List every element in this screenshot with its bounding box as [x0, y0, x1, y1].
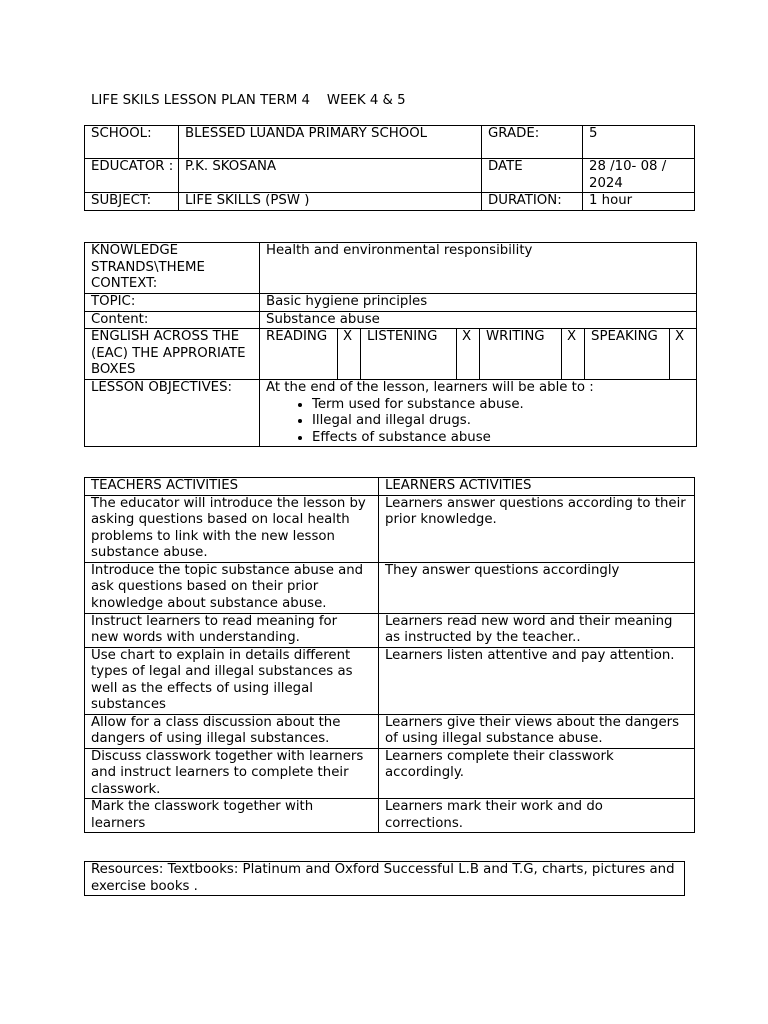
- objective-item: • Illegal and illegal drugs.: [312, 413, 696, 430]
- objectives-label: LESSON OBJECTIVES:: [85, 380, 260, 447]
- objectives-intro: At the end of the lesson, learners will be able to :: [266, 380, 594, 395]
- objective-item: • Effects of substance abuse: [312, 430, 696, 447]
- teacher-activity: Allow for a class discussion about the dangers of using illegal substances.: [85, 714, 379, 748]
- objectives-cell: [260, 380, 697, 447]
- topic-value: Basic hygiene principles: [260, 294, 697, 312]
- educator-value: P.K. SKOSANA: [179, 159, 482, 193]
- educator-label: EDUCATOR :: [85, 159, 179, 193]
- strand-label: KNOWLEDGE STRANDS\THEME CONTEXT:: [85, 243, 260, 294]
- learner-activity: Learners mark their work and do corrections.: [379, 799, 695, 833]
- date-label: DATE: [482, 159, 583, 193]
- resources-table: [84, 861, 685, 896]
- speaking-mark: X: [670, 329, 697, 380]
- learner-activity: Learners read new word and their meaning as instructed by the teacher..: [379, 613, 695, 647]
- table-row: [85, 748, 695, 799]
- date-value: 28 /10- 08 / 2024: [583, 159, 695, 193]
- writing-label: WRITING: [480, 329, 562, 380]
- reading-label: READING: [260, 329, 338, 380]
- duration-label: DURATION:: [482, 193, 583, 211]
- learner-activity: Learners give their views about the dangers of using illegal substance abuse.: [379, 714, 695, 748]
- duration-value: 1 hour: [583, 193, 695, 211]
- school-info-table: [84, 125, 695, 211]
- topic-label: TOPIC:: [85, 294, 260, 312]
- learners-activities-header: LEARNERS ACTIVITIES: [379, 478, 695, 496]
- resources-text: Resources: Textbooks: Platinum and Oxford Successful L.B and T.G, charts, pictures and exercise books .: [85, 862, 685, 896]
- listening-label: LISTENING: [361, 329, 457, 380]
- teacher-activity: Use chart to explain in details different types of legal and illegal substances as well as the effects of using illegal substances: [85, 647, 379, 714]
- grade-label: GRADE:: [482, 126, 583, 159]
- knowledge-table: [84, 242, 697, 447]
- teacher-activity: Instruct learners to read meaning for new words with understanding.: [85, 613, 379, 647]
- table-row: [85, 495, 695, 562]
- learner-activity: Learners listen attentive and pay attention.: [379, 647, 695, 714]
- reading-mark: X: [338, 329, 361, 380]
- objectives-list: [266, 397, 696, 447]
- table-row: [85, 562, 695, 613]
- teachers-activities-header: TEACHERS ACTIVITIES: [85, 478, 379, 496]
- writing-mark: X: [562, 329, 585, 380]
- content-value: Substance abuse: [260, 311, 697, 329]
- teacher-activity: Discuss classwork together with learners and instruct learners to complete their classwork.: [85, 748, 379, 799]
- objective-item: • Term used for substance abuse.: [312, 397, 696, 414]
- learner-activity: They answer questions accordingly: [379, 562, 695, 613]
- eac-label: ENGLISH ACROSS THE (EAC) THE APPRORIATE BOXES: [85, 329, 260, 380]
- page-title: LIFE SKILS LESSON PLAN TERM 4 WEEK 4 & 5: [91, 93, 406, 108]
- strand-value: Health and environmental responsibility: [260, 243, 697, 294]
- teacher-activity: Mark the classwork together with learners: [85, 799, 379, 833]
- school-value: BLESSED LUANDA PRIMARY SCHOOL: [179, 126, 482, 159]
- grade-value: 5: [583, 126, 695, 159]
- table-row: [85, 799, 695, 833]
- teacher-activity: Introduce the topic substance abuse and ask questions based on their prior knowledge about substance abuse.: [85, 562, 379, 613]
- listening-mark: X: [457, 329, 480, 380]
- table-row: [85, 647, 695, 714]
- activities-table: [84, 477, 695, 833]
- subject-label: SUBJECT:: [85, 193, 179, 211]
- school-label: SCHOOL:: [85, 126, 179, 159]
- speaking-label: SPEAKING: [585, 329, 670, 380]
- subject-value: LIFE SKILLS (PSW ): [179, 193, 482, 211]
- teacher-activity: The educator will introduce the lesson by asking questions based on local health problems to link with the new lesson substance abuse.: [85, 495, 379, 562]
- learner-activity: Learners answer questions according to their prior knowledge.: [379, 495, 695, 562]
- table-row: [85, 613, 695, 647]
- table-row: [85, 714, 695, 748]
- learner-activity: Learners complete their classwork accordingly.: [379, 748, 695, 799]
- content-label: Content:: [85, 311, 260, 329]
